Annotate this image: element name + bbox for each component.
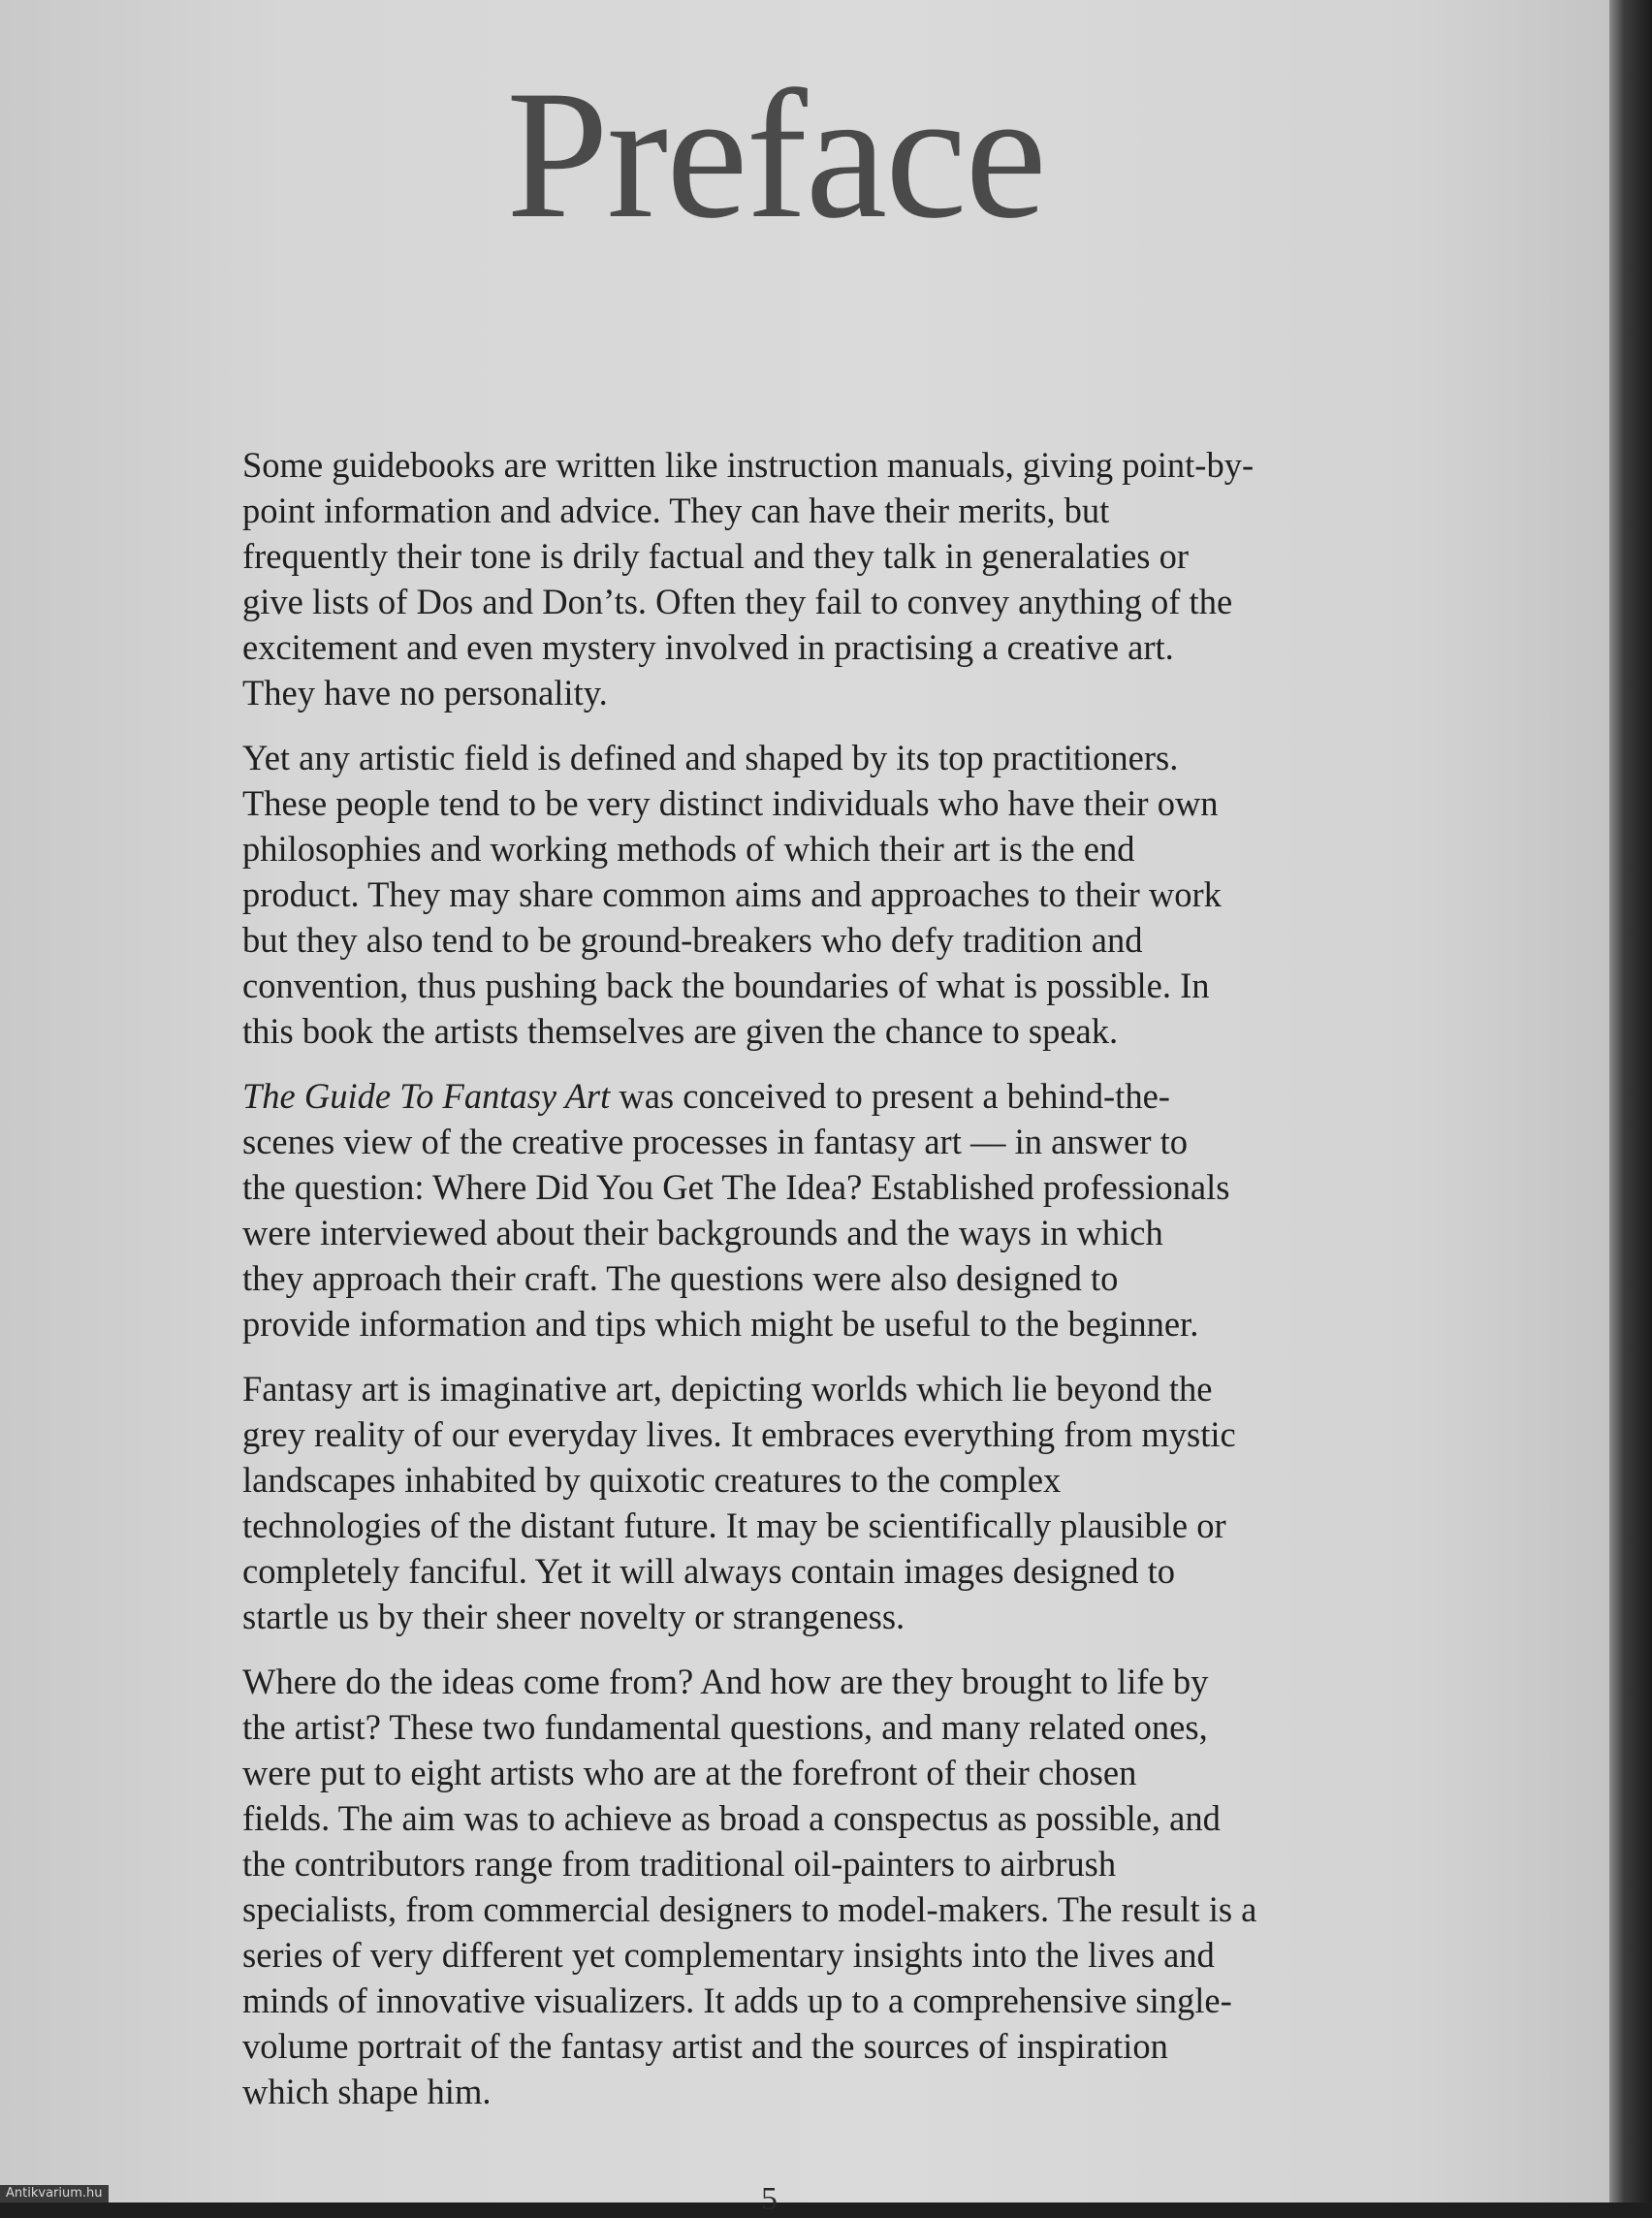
text-line: point information and advice. They can have their merits, but [242,491,1110,530]
book-title: The Guide To Fantasy Art [242,1076,611,1116]
text-line: completely fanciful. Yet it will always contain images designed to [242,1551,1175,1591]
text-line: volume portrait of the fantasy artist and the sources of inspiration [242,2026,1168,2066]
text-line: landscapes inhabited by quixotic creatures to the complex [242,1460,1062,1500]
text-line: excitement and even mystery involved in practising a creative art. [242,627,1174,667]
page-title: Preface [506,53,1045,257]
text-line: Some guidebooks are written like instruction manuals, giving point-by- [242,445,1255,485]
text-line: but they also tend to be ground-breakers who defy tradition and [242,920,1143,960]
text-line: philosophies and working methods of which their art is the end [242,829,1135,869]
text-line: Yet any artistic field is defined and shaped by its top practitioners. [242,738,1179,777]
text-line: were interviewed about their backgrounds and the ways in which [242,1213,1163,1252]
text-line: series of very different yet complementary insights into the lives and [242,1935,1215,1975]
text-line: this book the artists themselves are given the chance to speak. [242,1011,1119,1051]
text-line: the artist? These two fundamental questions, and many related ones, [242,1707,1208,1747]
text-line: product. They may share common aims and approaches to their work [242,874,1222,914]
text-line: the question: Where Did You Get The Idea? Established professionals [242,1167,1230,1207]
paragraph-4 [242,1366,1348,1639]
text-line [242,1073,1348,1119]
text-line: which shape him. [242,2072,492,2111]
paragraph-2 [242,735,1348,1054]
text-line: startle us by their sheer novelty or strangeness. [242,1597,905,1636]
text-line: These people tend to be very distinct individuals who have their own [242,783,1219,823]
text-line: fields. The aim was to achieve as broad a conspectus as possible, and [242,1798,1221,1838]
text-line: Fantasy art is imaginative art, depicting worlds which lie beyond the [242,1369,1213,1409]
text-line: specialists, from commercial designers to model-makers. The result is a [242,1889,1257,1929]
text-line: grey reality of our everyday lives. It embraces everything from mystic [242,1414,1236,1454]
page-edge-shadow [1609,0,1652,2202]
paragraph-5 [242,1659,1348,2114]
text-line: give lists of Dos and Don’ts. Often they fail to convey anything of the [242,582,1233,621]
text-line: convention, thus pushing back the boundaries of what is possible. In [242,966,1210,1005]
text-line: technologies of the distant future. It may be scientifically plausible or [242,1505,1226,1545]
text-line: were put to eight artists who are at the forefront of their chosen [242,1753,1137,1792]
page-number: 5 [761,2181,778,2217]
text-line: scenes view of the creative processes in fantasy art — in answer to [242,1122,1189,1161]
text-line: Where do the ideas come from? And how are they brought to life by [242,1662,1209,1701]
text-line: the contributors range from traditional oil-painters to airbrush [242,1844,1117,1884]
paragraph-1 [242,442,1348,715]
text-segment: was conceived to present a behind-the- [610,1076,1170,1116]
text-line: they approach their craft. The questions were also designed to [242,1258,1119,1298]
preface-body [242,442,1348,2134]
text-line: They have no personality. [242,673,608,713]
watermark: Antikvarium.hu [0,2185,109,2202]
text-line: frequently their tone is drily factual and they talk in generalaties or [242,536,1190,576]
text-line: provide information and tips which might be useful to the beginner. [242,1304,1199,1344]
paragraph-3 [242,1073,1348,1347]
text-line: minds of innovative visualizers. It adds up to a comprehensive single- [242,1980,1232,2020]
